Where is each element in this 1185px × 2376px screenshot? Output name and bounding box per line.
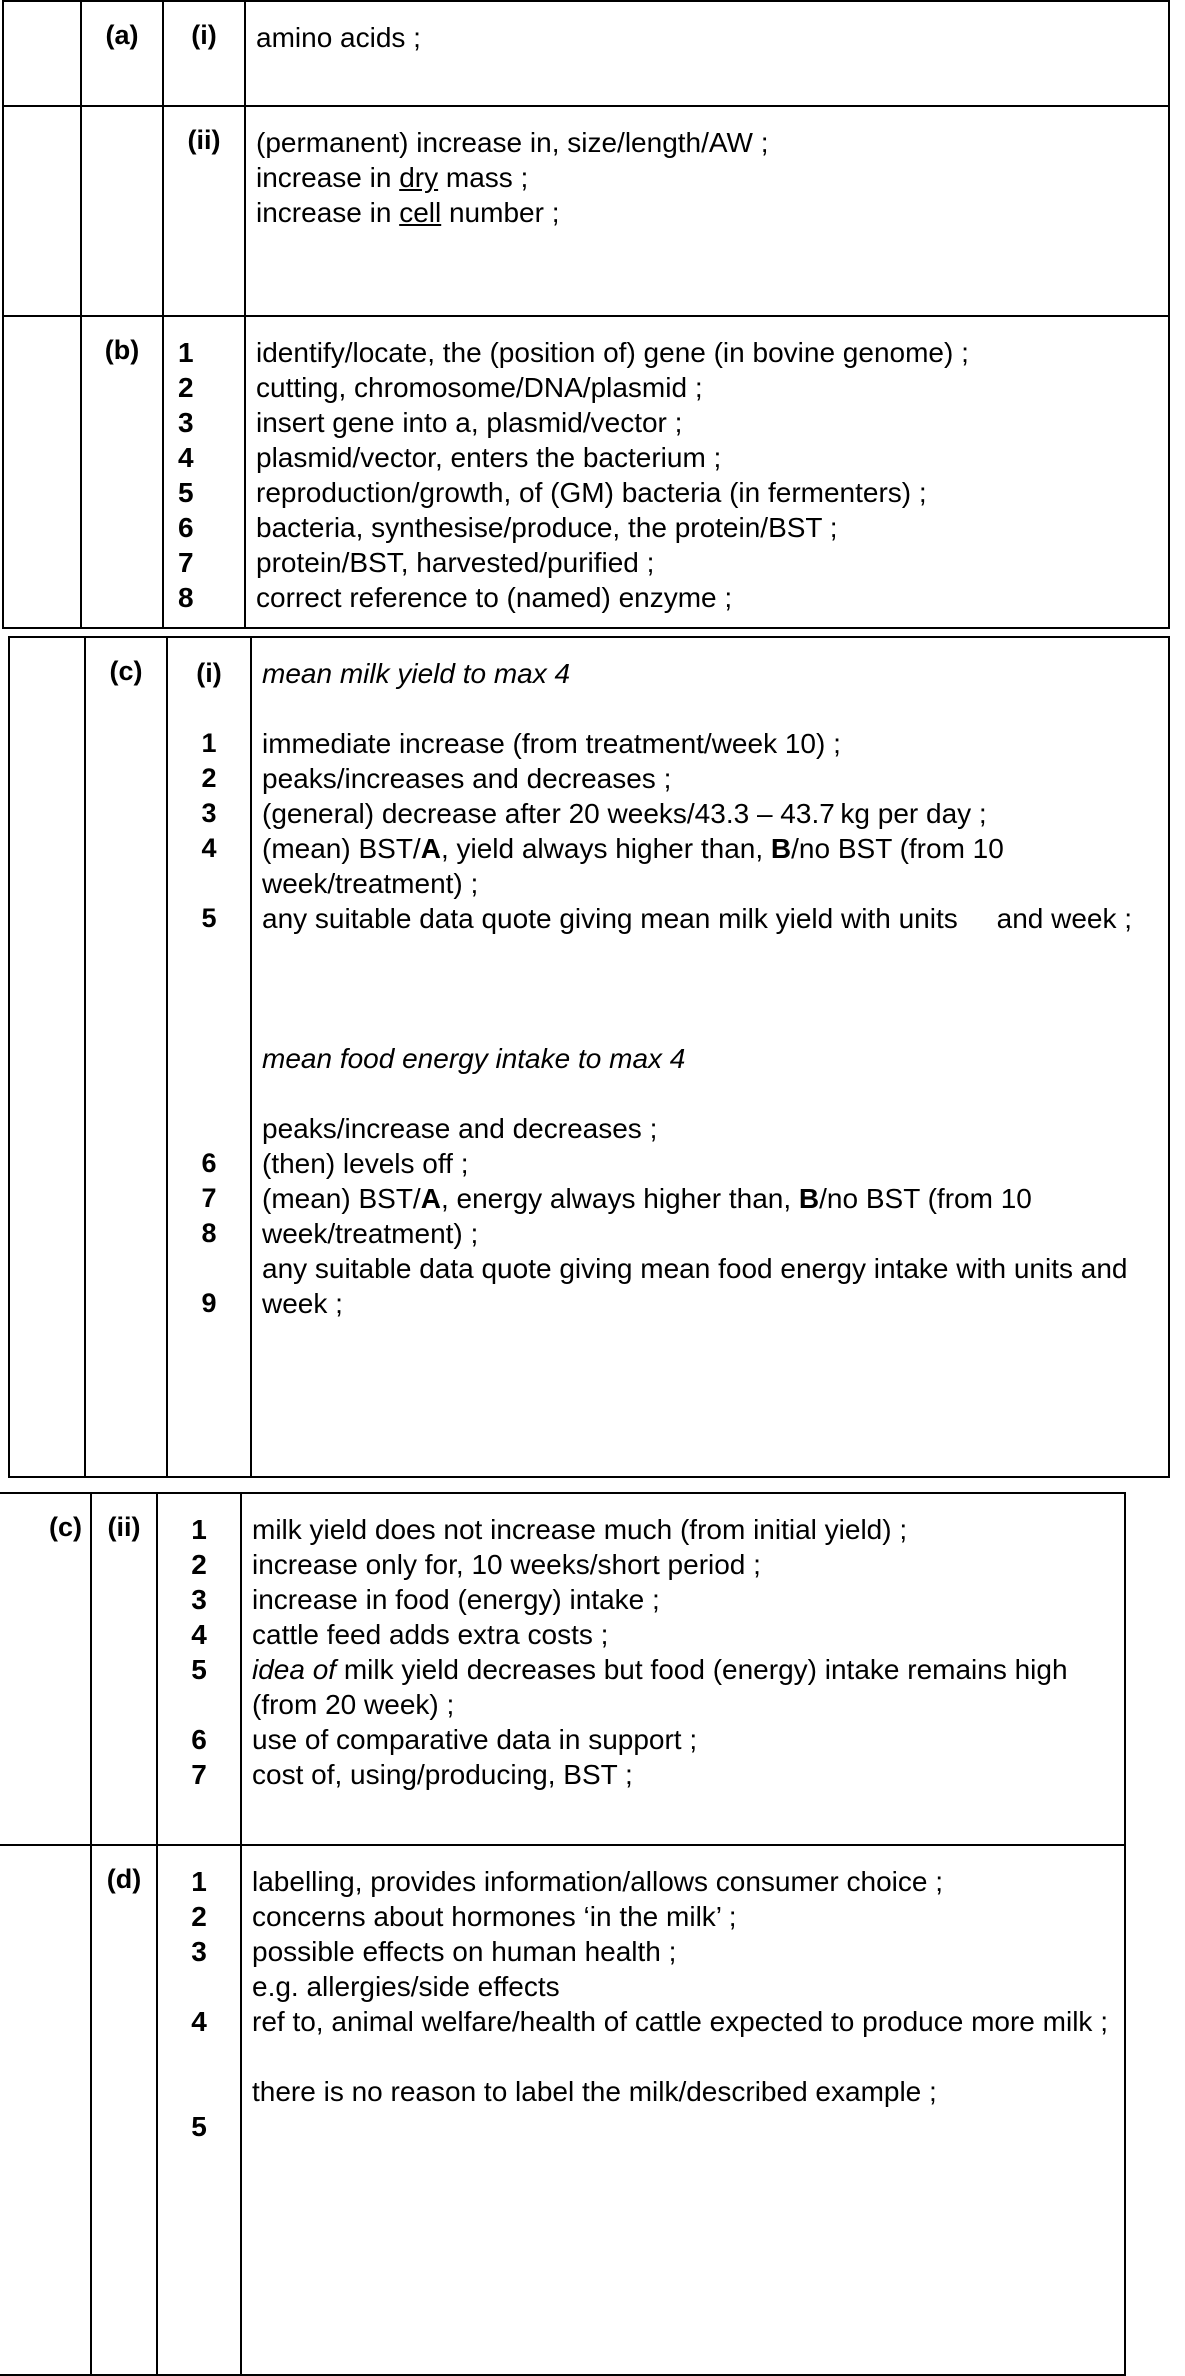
answer-line: bacteria, synthesise/produce, the protein/BST ; [256,512,838,543]
answer-line: any suitable data quote giving mean food energy intake with units and week ; [262,1253,1128,1319]
answer-line: possible effects on human health ; [252,1936,677,1967]
answer-line: there is no reason to label the milk/described example ; [252,2076,937,2107]
answer-line: (mean) BST/A, energy always higher than, B/no BST (from 10 week/treatment) ; [262,1183,1032,1249]
part-label: (d) [91,1845,157,2375]
answer-line: reproduction/growth, of (GM) bacteria (in fermenters) ; [256,477,927,508]
subpart-label: (i) [196,658,222,688]
part-label: (b) [81,316,163,628]
part-label: (a) [81,1,163,106]
answer-line: e.g. allergies/side effects [252,1971,560,2002]
answer-line: peaks/increase and decreases ; [262,1113,658,1144]
answer-line: amino acids ; [256,22,421,53]
empty-cell [0,1845,91,2375]
section-heading: mean milk yield to max 4 [262,658,571,689]
answer-line: (then) levels off ; [262,1148,469,1179]
subpart-label: (ii) [91,1493,157,1845]
mark-scheme-table-ci [8,636,1170,1478]
answer-line: identify/locate, the (position of) gene (in bovine genome) ; [256,337,969,368]
answer-line: immediate increase (from treatment/week 10) ; [262,728,841,759]
point-numbers: 1 2 3 4 5 [157,1845,241,2375]
subpart-label: (i) [163,1,245,106]
mark-scheme-table-cii-d [0,1492,1126,2376]
answer-line: plasmid/vector, enters the bacterium ; [256,442,722,473]
answer-line: labelling, provides information/allows consumer choice ; [252,1866,944,1897]
answer-cell [241,1845,1125,2375]
answer-line: concerns about hormones ‘in the milk’ ; [252,1901,737,1932]
point-numbers: 1 2 3 4 5 6 7 [157,1493,241,1845]
answer-line: (permanent) increase in, size/length/AW ; [256,127,769,158]
empty-cell [3,1,81,106]
part-label: (c) [0,1493,91,1845]
answer-cell [245,1,1169,106]
answer-cell [241,1493,1125,1845]
section-heading: mean food energy intake to max 4 [262,1043,686,1074]
answer-line: peaks/increases and decreases ; [262,763,672,794]
subpart-label: (ii) [163,106,245,316]
answer-line: ref to, animal welfare/health of cattle expected to produce more milk ; [252,2006,1108,2037]
empty-cell [81,106,163,316]
point-numbers: 1 2 3 4 5 6 7 8 [163,316,245,628]
part-label: (c) [85,637,167,1477]
answer-line: cost of, using/producing, BST ; [252,1759,633,1790]
answer-line: increase in cell number ; [256,197,560,228]
answer-line: cutting, chromosome/DNA/plasmid ; [256,372,703,403]
answer-line: insert gene into a, plasmid/vector ; [256,407,683,438]
answer-line: protein/BST, harvested/purified ; [256,547,655,578]
answer-line: (mean) BST/A, yield always higher than, B/no BST (from 10 week/treatment) ; [262,833,1004,899]
answer-line: use of comparative data in support ; [252,1724,698,1755]
answer-line: increase only for, 10 weeks/short period ; [252,1549,761,1580]
answer-cell [245,106,1169,316]
answer-line: cattle feed adds extra costs ; [252,1619,609,1650]
answer-line: increase in dry mass ; [256,162,529,193]
answer-line: correct reference to (named) enzyme ; [256,582,733,613]
mark-scheme-table-ab [2,0,1170,629]
answer-cell [245,316,1169,628]
empty-cell [3,106,81,316]
answer-line: milk yield does not increase much (from initial yield) ; [252,1514,908,1545]
empty-cell [9,637,85,1477]
subpart-column: (i) 1 2 3 4 5 6 7 8 9 [167,637,251,1477]
answer-line: increase in food (energy) intake ; [252,1584,660,1615]
answer-line: any suitable data quote giving mean milk yield with units and week ; [262,903,1133,934]
answer-cell [251,637,1169,1477]
answer-line: (general) decrease after 20 weeks/43.3 – 43.7 kg per day ; [262,798,987,829]
answer-line: idea of milk yield decreases but food (energy) intake remains high (from 20 week) ; [252,1654,1068,1720]
empty-cell [3,316,81,628]
